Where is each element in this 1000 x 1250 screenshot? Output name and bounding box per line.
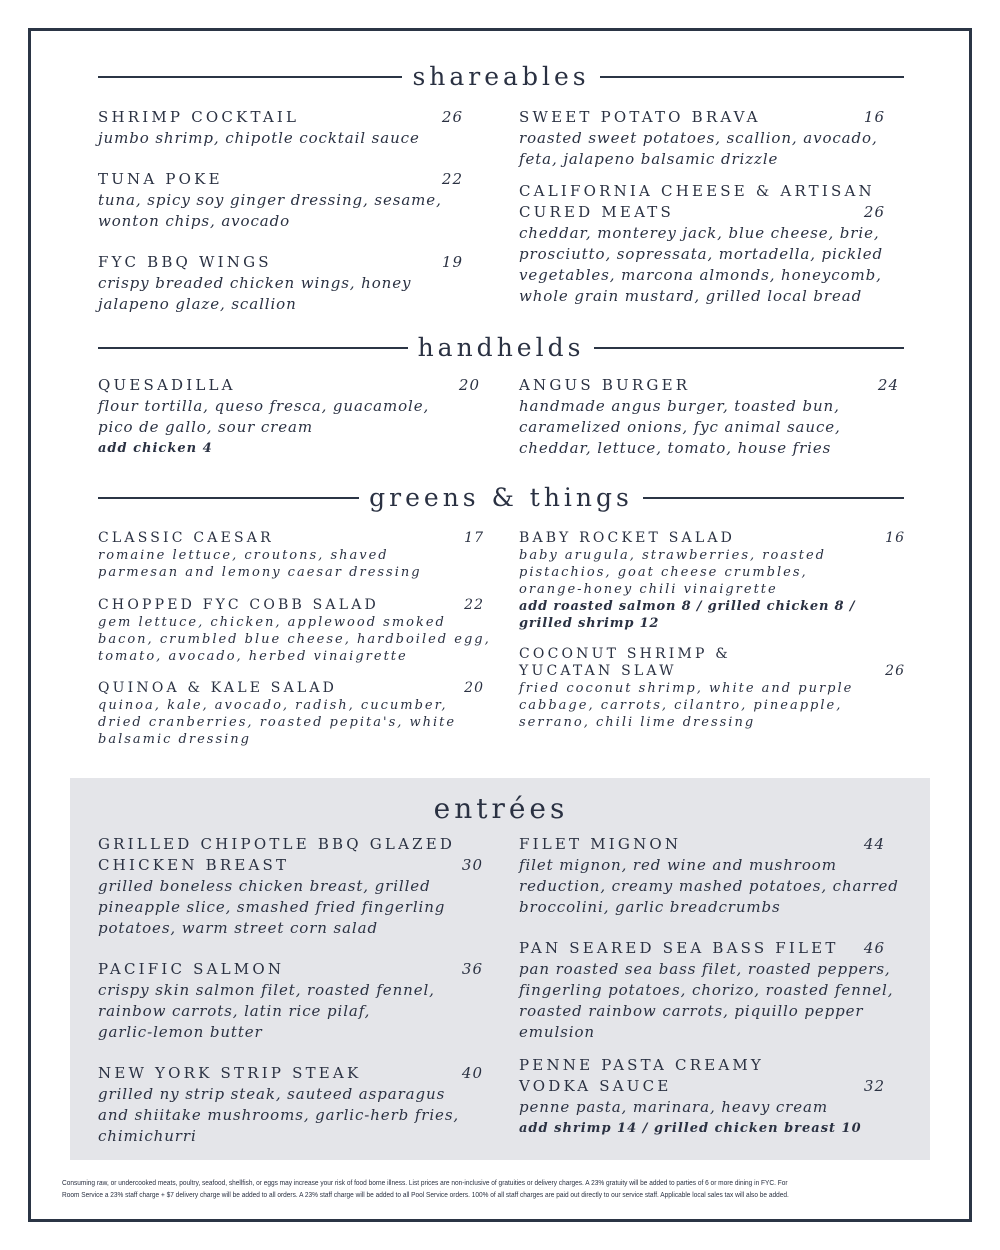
item-description: penne pasta, marinara, heavy cream [519, 1098, 828, 1116]
menu-item [519, 938, 894, 1043]
menu-item [519, 834, 899, 918]
section-heading: greens & things [369, 483, 633, 512]
item-price: 20 [464, 680, 484, 696]
item-description: serrano, chili lime dressing [519, 715, 756, 730]
item-description: baby arugula, strawberries, roasted [519, 548, 826, 563]
item-name-text: CURED MEATS [519, 203, 674, 221]
item-description: pineapple slice, smashed fried fingerling [98, 898, 446, 916]
item-name [98, 834, 483, 855]
menu-item [519, 107, 885, 170]
item-price: 26 [863, 203, 885, 221]
menu-item [98, 959, 483, 1043]
item-description: cheddar, monterey jack, blue cheese, brie, [519, 224, 880, 242]
menu-item [519, 530, 905, 632]
item-name-text: GRILLED CHIPOTLE BBQ GLAZED [98, 835, 456, 853]
item-description: whole grain mustard, grilled local bread [519, 287, 863, 305]
item-description: filet mignon, red wine and mushroom [519, 856, 837, 874]
item-name [98, 855, 483, 876]
divider [643, 497, 904, 499]
item-description: quinoa, kale, avocado, radish, cucumber, [98, 698, 448, 713]
item-name [519, 181, 885, 202]
divider [98, 347, 408, 349]
item-description: crispy breaded chicken wings, honey [98, 274, 412, 292]
item-name-text: COCONUT SHRIMP & [519, 646, 731, 662]
item-description: pan roasted sea bass filet, roasted peppers, [519, 960, 891, 978]
menu-item [98, 1063, 483, 1147]
footer-disclaimer [62, 1177, 939, 1201]
item-name [519, 530, 905, 547]
item-description: bacon, crumbled blue cheese, hardboiled egg, [98, 632, 491, 647]
item-name-text: PAN SEARED SEA BASS FILET [519, 939, 839, 957]
section-title-handhelds [98, 333, 904, 362]
item-description: parmesan and lemony caesar dressing [98, 565, 422, 580]
section-heading: handhelds [417, 333, 585, 362]
footer-line: Consuming raw, or undercooked meats, poultry, seafood, shellfish, or eggs may increase your risk of food borne illness. List prices are non-inclusive of gratuities or delivery charges. A 23% gratuity will be added to parties of 6 or more dining in FYC. For [62, 1178, 788, 1187]
item-description: vegetables, marcona almonds, honeycomb, [519, 266, 882, 284]
item-description: rainbow carrots, latin rice pilaf, [98, 1002, 371, 1020]
item-description: wonton chips, avocado [98, 212, 291, 230]
divider [600, 76, 904, 78]
item-description: chimichurri [98, 1127, 197, 1145]
item-description: cabbage, carrots, cilantro, pineapple, [519, 698, 843, 713]
item-name [519, 938, 885, 959]
item-price: 20 [458, 376, 480, 394]
item-description: tomato, avocado, herbed vinaigrette [98, 649, 408, 664]
menu-item [98, 834, 483, 939]
section-heading: entrées [433, 792, 569, 825]
item-name [98, 680, 484, 697]
item-name-text: TUNA POKE [98, 170, 223, 188]
menu-item [519, 646, 905, 731]
item-description: fried coconut shrimp, white and purple [519, 681, 854, 696]
item-price: 26 [885, 663, 905, 679]
item-name [98, 530, 484, 547]
section-title-shareables [98, 62, 904, 91]
item-description: garlic-lemon butter [98, 1023, 263, 1041]
item-name [519, 646, 905, 663]
menu-item [98, 252, 463, 315]
section-title-entrees [98, 792, 904, 825]
item-price: 36 [461, 960, 483, 978]
item-name [519, 202, 885, 223]
item-name-text: NEW YORK STRIP STEAK [98, 1064, 362, 1082]
menu-item [98, 680, 484, 748]
item-description: grilled boneless chicken breast, grilled [98, 877, 431, 895]
item-description: and shiitake mushrooms, garlic-herb fries, [98, 1106, 460, 1124]
menu-item [98, 375, 480, 459]
item-price: 32 [863, 1077, 885, 1095]
item-description: balsamic dressing [98, 732, 251, 747]
item-name [98, 169, 463, 190]
item-addon: add chicken 4 [98, 441, 213, 456]
item-description: cheddar, lettuce, tomato, house fries [519, 439, 832, 457]
item-name-text: YUCATAN SLAW [519, 663, 677, 679]
item-name [98, 597, 484, 614]
item-name-text: QUINOA & KALE SALAD [98, 680, 338, 696]
item-name [98, 107, 463, 128]
divider [98, 76, 402, 78]
item-name [519, 663, 905, 680]
item-description: jumbo shrimp, chipotle cocktail sauce [98, 129, 420, 147]
item-price: 22 [441, 170, 463, 188]
item-description: romaine lettuce, croutons, shaved [98, 548, 389, 563]
item-description: roasted sweet potatoes, scallion, avocado, [519, 129, 878, 147]
item-name-text: CLASSIC CAESAR [98, 530, 274, 546]
item-description: orange-honey chili vinaigrette [519, 582, 778, 597]
item-price: 16 [863, 108, 885, 126]
item-price: 17 [464, 530, 484, 546]
menu-item [519, 181, 885, 307]
item-description: potatoes, warm street corn salad [98, 919, 378, 937]
item-description: pistachios, goat cheese crumbles, [519, 565, 808, 580]
item-price: 30 [461, 856, 483, 874]
menu-item [98, 530, 484, 581]
menu-item [98, 169, 463, 232]
item-name-text: PACIFIC SALMON [98, 960, 285, 978]
item-name [98, 959, 483, 980]
item-description: feta, jalapeno balsamic drizzle [519, 150, 779, 168]
item-price: 16 [885, 530, 905, 546]
item-description: fingerling potatoes, chorizo, roasted fennel, [519, 981, 894, 999]
item-description: grilled ny strip steak, sauteed asparagus [98, 1085, 446, 1103]
item-price: 44 [863, 835, 885, 853]
item-name-text: ANGUS BURGER [519, 376, 691, 394]
item-price: 46 [863, 939, 885, 957]
footer-line: Room Service a 23% staff charge + $7 delivery charge will be added to all orders. A 23% staff charge will be added to all Pool Service orders. 100% of all staff charges are paid out directly to our service staff. Applicable local sales tax will also be added. [62, 1190, 789, 1199]
item-name-text: PENNE PASTA CREAMY [519, 1056, 765, 1074]
item-name [519, 1055, 885, 1076]
item-description: dried cranberries, roasted pepita's, white [98, 715, 457, 730]
item-description: broccolini, garlic breadcrumbs [519, 898, 781, 916]
item-addon: add roasted salmon 8 / grilled chicken 8 / [519, 599, 856, 614]
item-name-text: QUESADILLA [98, 376, 236, 394]
item-description: tuna, spicy soy ginger dressing, sesame, [98, 191, 442, 209]
item-name-text: SWEET POTATO BRAVA [519, 108, 761, 126]
item-description: gem lettuce, chicken, applewood smoked [98, 615, 446, 630]
item-name [519, 834, 885, 855]
item-description: crispy skin salmon filet, roasted fennel, [98, 981, 435, 999]
item-addon: grilled shrimp 12 [519, 616, 660, 631]
section-title-greens [98, 483, 904, 512]
item-description: emulsion [519, 1023, 595, 1041]
item-name-text: BABY ROCKET SALAD [519, 530, 736, 546]
section-heading: shareables [412, 62, 590, 91]
item-name-text: VODKA SAUCE [519, 1077, 672, 1095]
item-price: 24 [877, 376, 899, 394]
menu-item [519, 1055, 885, 1139]
menu-item [519, 375, 899, 459]
item-description: flour tortilla, queso fresca, guacamole, [98, 397, 430, 415]
item-price: 19 [441, 253, 463, 271]
item-description: prosciutto, sopressata, mortadella, pickled [519, 245, 884, 263]
item-description: caramelized onions, fyc animal sauce, [519, 418, 841, 436]
item-price: 26 [441, 108, 463, 126]
item-description: reduction, creamy mashed potatoes, charred [519, 877, 899, 895]
item-name-text: CALIFORNIA CHEESE & ARTISAN [519, 182, 875, 200]
item-description: roasted rainbow carrots, piquillo pepper [519, 1002, 864, 1020]
item-description: pico de gallo, sour cream [98, 418, 313, 436]
divider [98, 497, 359, 499]
item-name-text: SHRIMP COCKTAIL [98, 108, 300, 126]
item-name-text: CHICKEN BREAST [98, 856, 290, 874]
menu-item [98, 107, 463, 149]
item-name [98, 375, 480, 396]
item-description: handmade angus burger, toasted bun, [519, 397, 840, 415]
item-name [519, 375, 899, 396]
menu-item [98, 597, 491, 665]
divider [594, 347, 904, 349]
item-name [519, 1076, 885, 1097]
item-addon: add shrimp 14 / grilled chicken breast 10 [519, 1121, 862, 1136]
item-name [519, 107, 885, 128]
item-name-text: FILET MIGNON [519, 835, 682, 853]
item-name-text: FYC BBQ WINGS [98, 253, 272, 271]
item-name [98, 252, 463, 273]
item-price: 40 [461, 1064, 483, 1082]
item-name-text: CHOPPED FYC COBB SALAD [98, 597, 379, 613]
item-name [98, 1063, 483, 1084]
item-description: jalapeno glaze, scallion [98, 295, 297, 313]
item-price: 22 [464, 597, 484, 613]
